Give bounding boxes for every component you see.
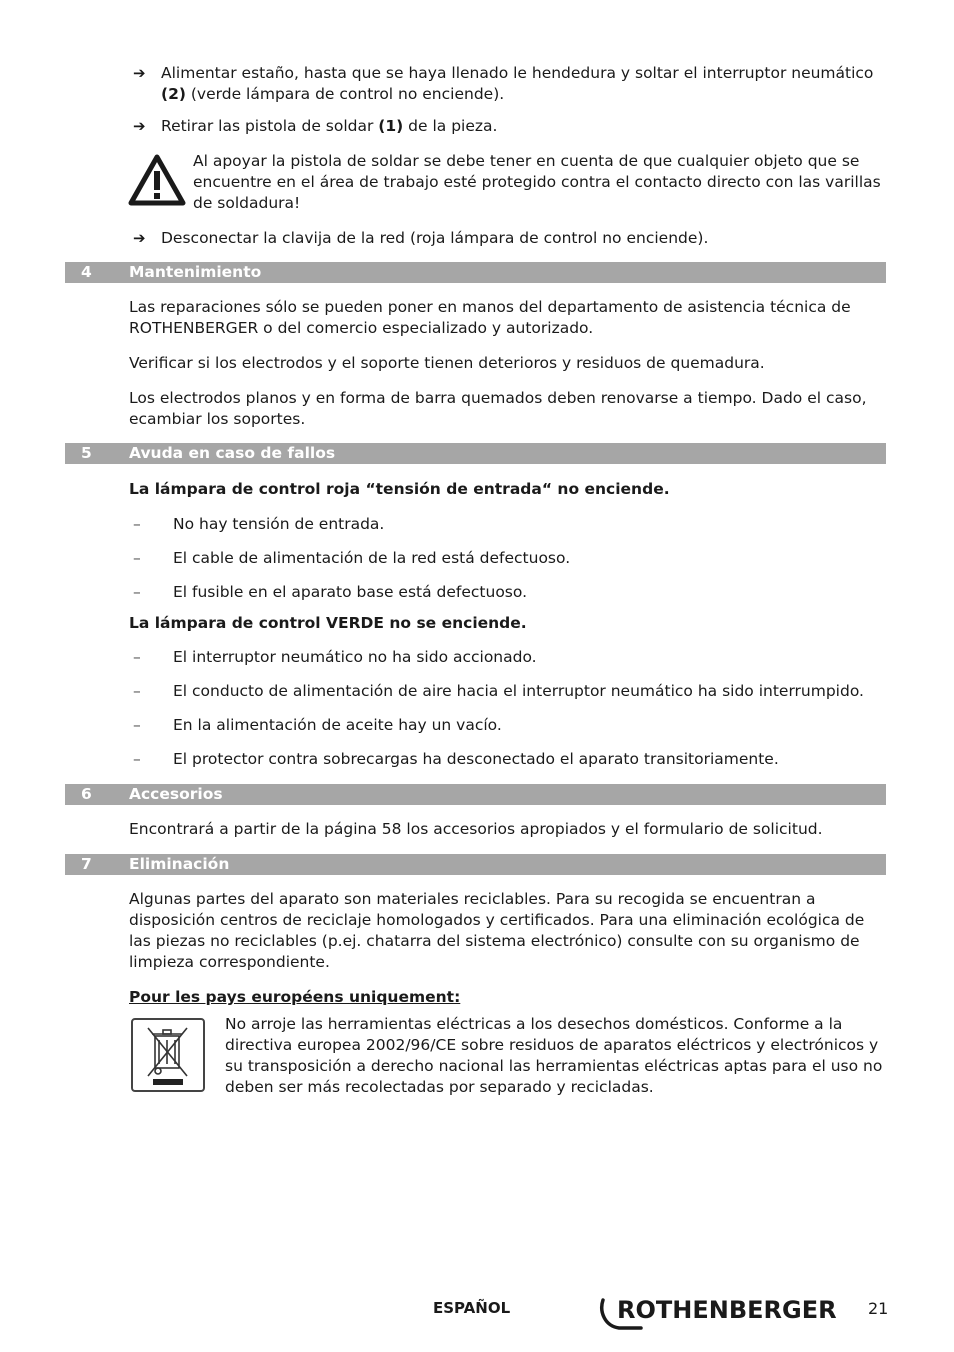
paragraph: Las reparaciones sólo se pueden poner en manos del departamento de asistencia técnica de ROTHENBERGER o del comercio especializado y autorizado. [129,298,851,337]
list-item: – El cable de alimentación de la red está defectuoso. [133,549,571,567]
arrow-icon: ➔ [133,64,146,82]
brand-text: ROTHENBERGER [617,1296,837,1324]
instruction-step: ➔ Retirar las pistola de soldar (1) de la pieza. [133,117,498,135]
eu-heading: Pour les pays européens uniquement: [129,988,461,1006]
instruction-step: ➔ Desconectar la clavija de la red (roja lámpara de control no enciende). [133,229,709,247]
page-number: 21 [868,1299,889,1318]
rothenberger-logo [597,1292,837,1332]
paragraph: Encontrará a partir de la página 58 los accesorios apropiados y el formulario de solicitud. [129,820,823,838]
footer-language: ESPAÑOL [433,1299,511,1317]
subheading: La lámpara de control VERDE no se enciende. [129,614,527,632]
subheading: La lámpara de control roja “tensión de entrada“ no enciende. [129,480,670,498]
weee-text: No arroje las herramientas eléctricas a los desechos domésticos. Conforme a la directiva europea 2002/96/CE sobre residuos de aparatos eléctricos y electrónicos y su transposición a derecho nacional las herramientas eléctricas aptas para el uso no deben ser más recolectadas por separado y recicladas. [225,1015,883,1096]
arrow-icon: ➔ [133,229,146,247]
list-item: – En la alimentación de aceite hay un vacío. [133,716,502,734]
section-header-ayuda: 5 Avuda en caso de fallos [65,443,886,464]
list-item: – El conducto de alimentación de aire hacia el interruptor neumático ha sido interrumpido. [133,682,864,700]
paragraph: Algunas partes del aparato son materiales reciclables. Para su recogida se encuentran a disposición centros de reciclaje homologados y certificados. Para una eliminación ecológica de las piezas no reciclables (p.ej. chatarra del sistema electrónico) consulte con su organismo de limpieza correspondiente. [129,890,865,971]
instruction-step: ➔ Alimentar estaño, hasta que se haya llenado le hendedura y soltar el interruptor neumático (2) (verde lámpara de control no enciende). [133,64,874,103]
section-header-accesorios: 6 Accesorios [65,784,886,805]
list-item: – No hay tensión de entrada. [133,515,385,533]
warning-text: Al apoyar la pistola de soldar se debe tener en cuenta de que cualquier objeto que se encuentre en el área de trabajo esté protegido contra el contacto directo con las varillas de soldadura! [193,152,881,212]
crossed-out-wheelie-bin-icon [131,1018,205,1092]
list-item: – El interruptor neumático no ha sido accionado. [133,648,537,666]
section-header-eliminacion: 7 Eliminación [65,854,886,875]
list-item: – El fusible en el aparato base está defectuoso. [133,583,528,601]
warning-triangle-icon [128,154,186,206]
paragraph: Verificar si los electrodos y el soporte tienen deterioros y residuos de quemadura. [129,354,765,372]
list-item: – El protector contra sobrecargas ha desconectado el aparato transitoriamente. [133,750,779,768]
arrow-icon: ➔ [133,117,146,135]
paragraph: Los electrodos planos y en forma de barra quemados deben renovarse a tiempo. Dado el caso, ecambiar los soportes. [129,389,867,428]
section-header-mantenimiento: 4 Mantenimiento [65,262,886,283]
